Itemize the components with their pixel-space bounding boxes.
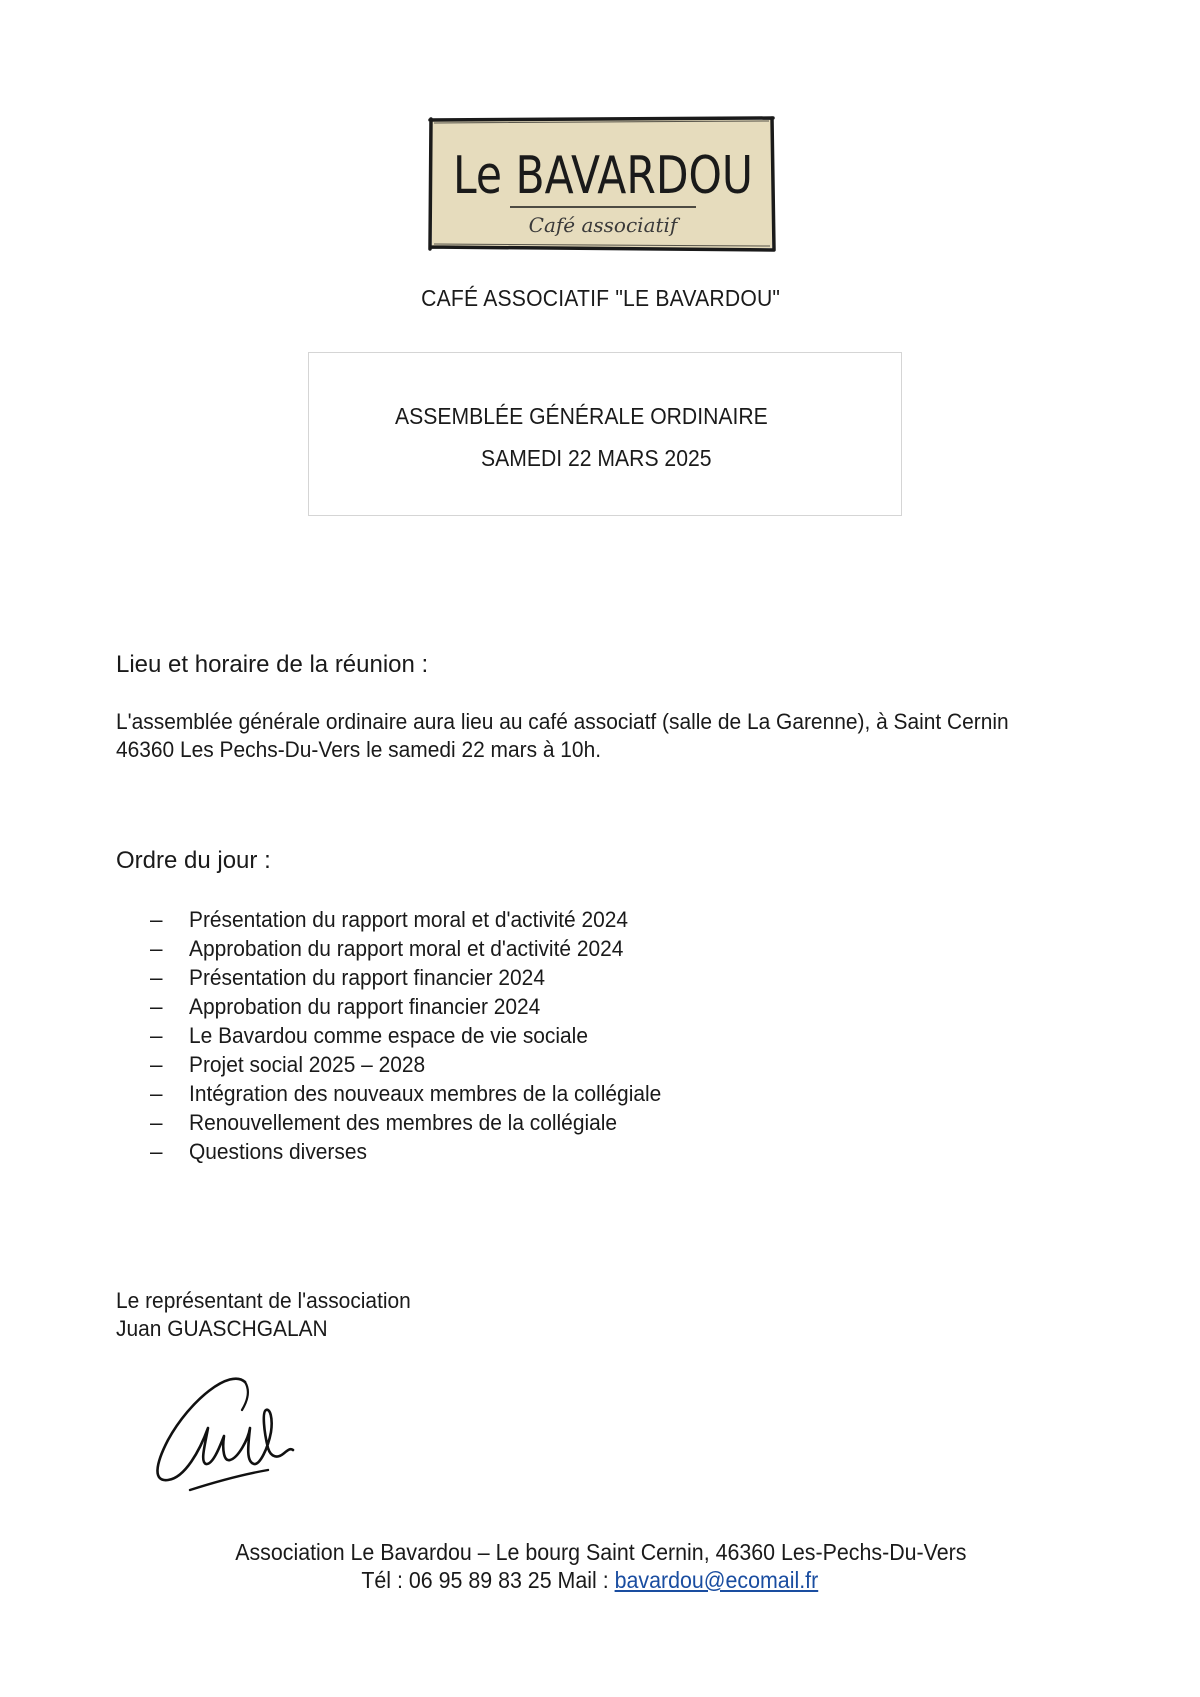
logo-name: Le BAVARDOU — [453, 146, 753, 206]
lieu-paragraph-line-1: L'assemblée générale ordinaire aura lieu au café associatf (salle de La Garenne), à Saint Cernin — [116, 709, 1009, 734]
footer-contact — [42, 1566, 1158, 1594]
footer-address: Association Le Bavardou – Le bourg Saint Cernin, 46360 Les-Pechs-Du-Vers — [235, 1539, 967, 1565]
dash-bullet: – — [150, 965, 163, 990]
dash-bullet: – — [150, 1052, 163, 1077]
signatory-role: Le représentant de l'association — [116, 1288, 411, 1313]
signatory-block — [116, 1287, 411, 1343]
agenda-item-text: Approbation du rapport moral et d'activité 2024 — [189, 936, 624, 961]
agenda-item-text: Intégration des nouveaux membres de la collégiale — [189, 1081, 662, 1106]
meeting-date: SAMEDI 22 MARS 2025 — [481, 445, 712, 471]
signature-graphic — [150, 1370, 310, 1500]
logo-graphic — [428, 117, 778, 253]
lieu-paragraph-line-2: 46360 Les Pechs-Du-Vers le samedi 22 mars à 10h. — [116, 737, 602, 762]
agenda-item-text: Approbation du rapport financier 2024 — [189, 994, 541, 1019]
ordre-du-jour-heading: Ordre du jour : — [116, 847, 271, 874]
agenda-item-text: Renouvellement des membres de la collégiale — [189, 1110, 618, 1135]
footer — [0, 1538, 1200, 1594]
dash-bullet: – — [150, 907, 163, 932]
dash-bullet: – — [150, 1110, 163, 1135]
dash-bullet: – — [150, 1081, 163, 1106]
meeting-title: ASSEMBLÉE GÉNÉRALE ORDINAIRE — [395, 403, 768, 429]
dash-bullet: – — [150, 936, 163, 961]
email-link[interactable]: bavardou@ecomail.fr — [614, 1567, 819, 1593]
agenda-item-text: Projet social 2025 – 2028 — [189, 1052, 426, 1077]
logo-tagline: Café associatif — [528, 213, 678, 237]
dash-bullet: – — [150, 994, 163, 1019]
handwritten-signature — [150, 1370, 310, 1500]
association-title: CAFÉ ASSOCIATIF "LE BAVARDOU" — [421, 285, 781, 311]
signatory-name: Juan GUASCHGALAN — [116, 1316, 328, 1341]
agenda-item-text: Présentation du rapport moral et d'activité 2024 — [189, 907, 629, 932]
footer-phone: Tél : 06 95 89 83 25 Mail : — [361, 1567, 615, 1593]
agenda-item-text: Présentation du rapport financier 2024 — [189, 965, 545, 990]
dash-bullet: – — [150, 1139, 163, 1164]
bavardou-logo — [428, 117, 778, 253]
meeting-title-box — [308, 352, 902, 516]
agenda-item-text: Le Bavardou comme espace de vie sociale — [189, 1023, 588, 1048]
lieu-heading: Lieu et horaire de la réunion : — [116, 651, 429, 678]
lieu-paragraph — [116, 708, 1046, 764]
agenda-item-text: Questions diverses — [189, 1139, 367, 1164]
dash-bullet: – — [150, 1023, 163, 1048]
